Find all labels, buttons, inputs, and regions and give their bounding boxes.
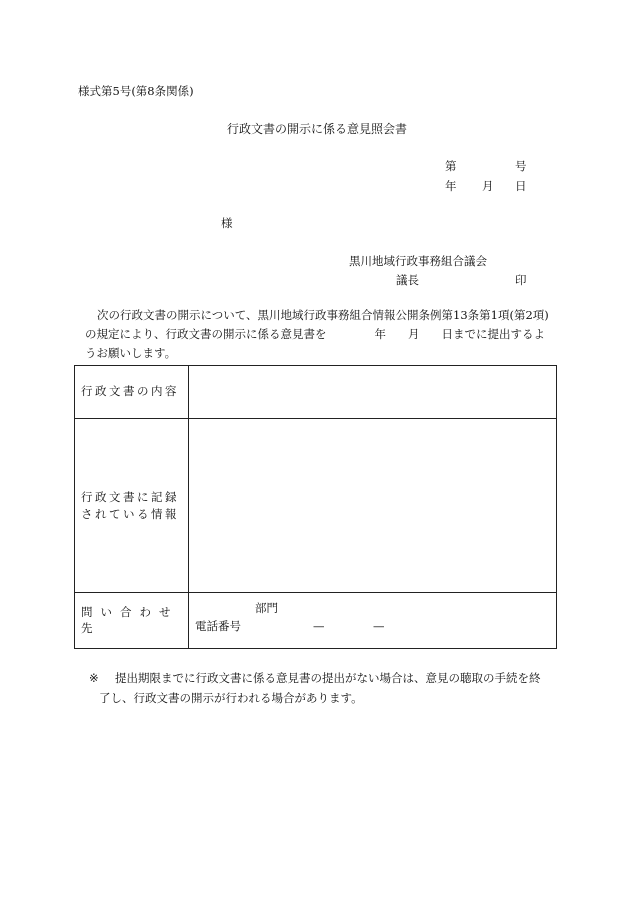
- deadline-month: 月: [408, 327, 420, 341]
- number-prefix: 第: [445, 159, 457, 173]
- sender-organization: 黒川地域行政事務組合議会: [349, 254, 487, 268]
- table-row: [75, 593, 557, 649]
- form-number: 様式第5号(第8条関係): [78, 84, 194, 98]
- date-month: 月: [482, 179, 494, 193]
- contact-label: 問い合わせ先: [75, 593, 189, 649]
- request-body-text: 次の行政文書の開示について、黒川地域行政事務組合情報公開条例第13条第1項(第2項)の規定により、行政文書の開示に係る意見書を: [85, 308, 549, 341]
- request-body-closing: 日までに提出するようお願いします。: [85, 327, 545, 360]
- document-title: 行政文書の開示に係る意見照会書: [227, 122, 408, 136]
- content-label: 行政文書の内容: [75, 366, 189, 419]
- request-body: [85, 306, 555, 363]
- phone-separator: —: [373, 619, 385, 633]
- recorded-info-field: [189, 419, 557, 593]
- table-row: [75, 366, 557, 419]
- note-text-line2: 了し、行政文書の開示が行われる場合があります。: [99, 691, 363, 705]
- deadline-year: 年: [374, 327, 386, 341]
- note-text-line1: 提出期限までに行政文書に係る意見書の提出がない場合は、意見の聴取の手続を終: [115, 671, 541, 685]
- footnote: [89, 668, 559, 708]
- addressee-honorific: 様: [221, 216, 233, 230]
- content-field: [189, 366, 557, 419]
- table-row: [75, 419, 557, 593]
- phone-separator: —: [313, 619, 325, 633]
- date-year: 年: [445, 179, 457, 193]
- department-label: 部門: [255, 601, 278, 615]
- contact-field: [189, 593, 557, 649]
- recorded-info-label: 行政文書に記録されている情報: [75, 419, 189, 593]
- note-mark: ※: [89, 671, 99, 685]
- number-suffix: 号: [515, 159, 527, 173]
- date-day: 日: [515, 179, 527, 193]
- sender-title: 議長: [396, 273, 419, 287]
- phone-label: 電話番号: [195, 619, 241, 633]
- info-table: [74, 365, 557, 649]
- seal-mark: 印: [515, 273, 527, 287]
